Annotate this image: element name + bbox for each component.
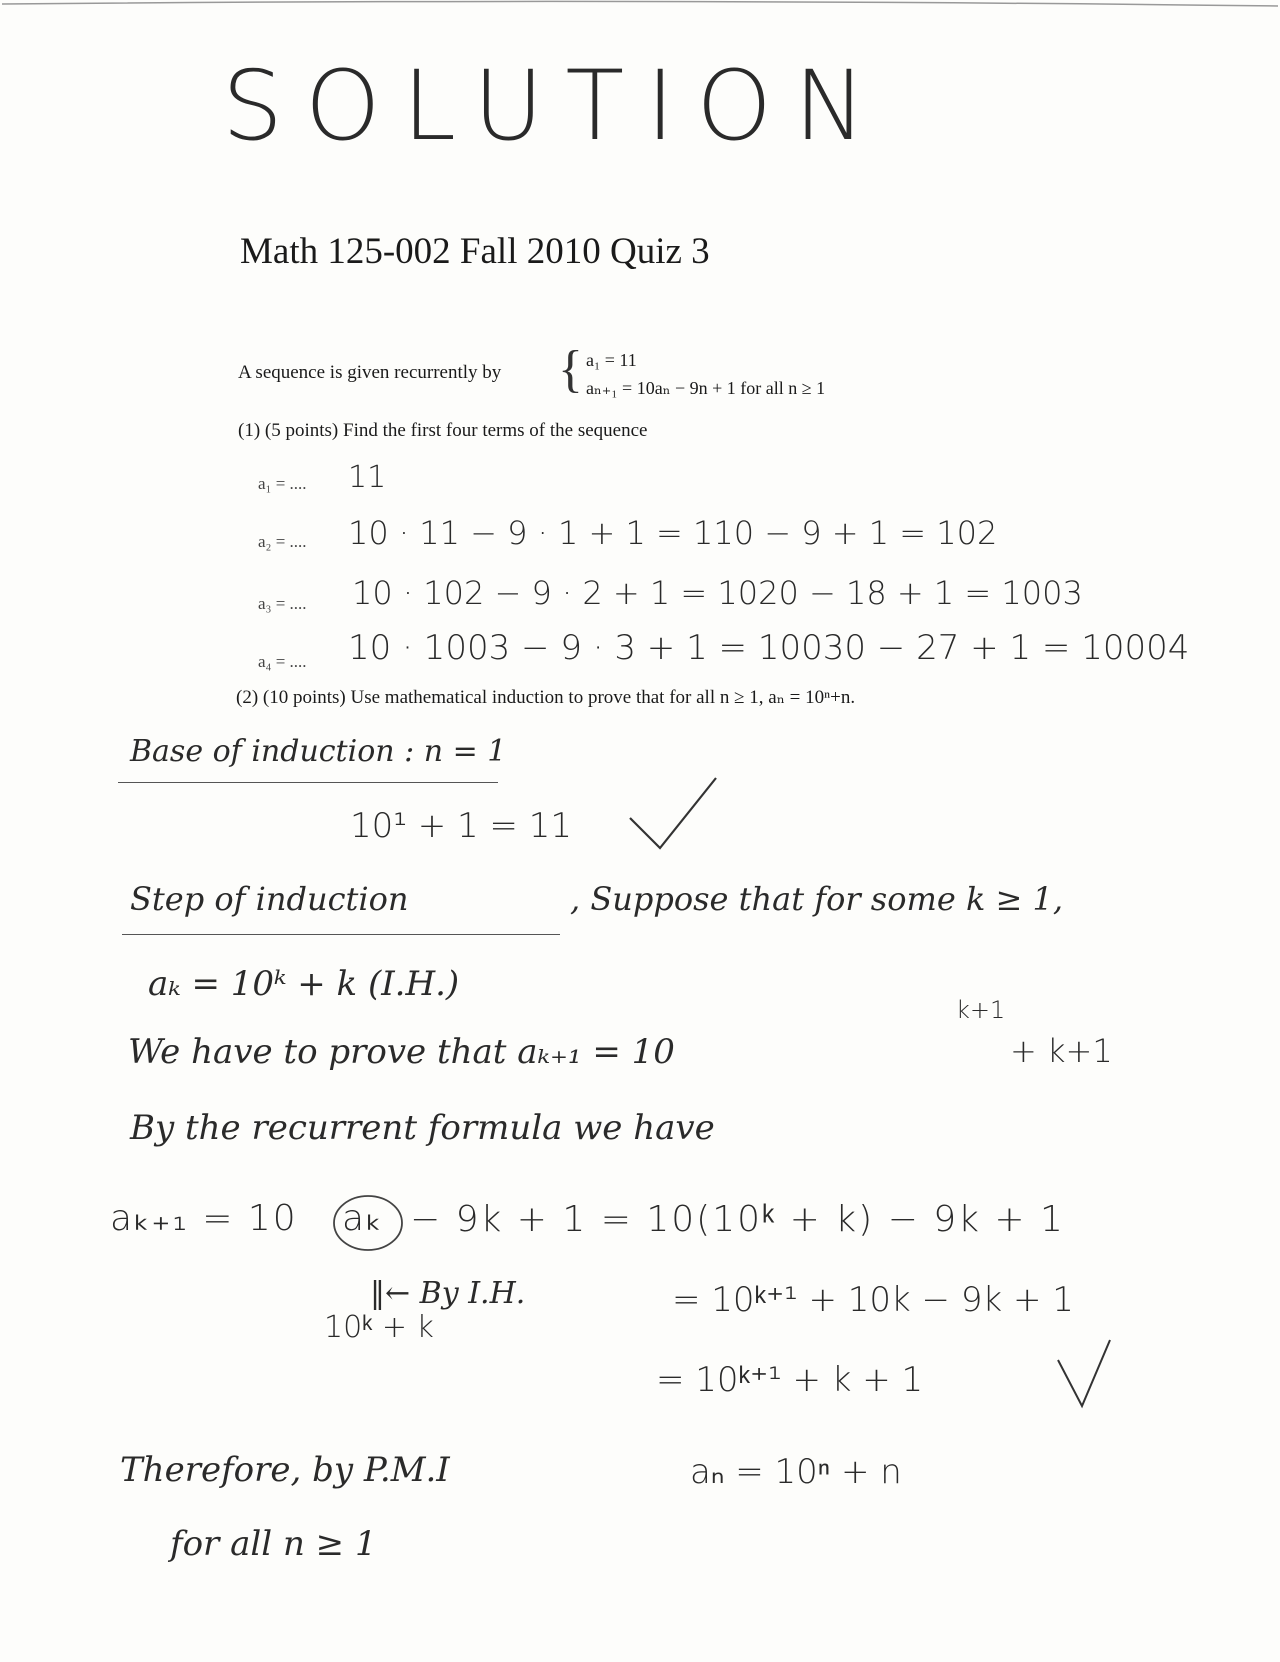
page-edge-line <box>2 1 1278 6</box>
brace: { <box>558 341 583 398</box>
equation-line-3: = 10ᵏ⁺¹ + k + 1 <box>656 1360 924 1400</box>
quiz-title: Math 125-002 Fall 2010 Quiz 3 <box>240 231 710 272</box>
step-suppose: , Suppose that for some k ≥ 1, <box>570 880 1064 918</box>
term-work-a1: 11 <box>348 460 387 495</box>
prove-exponent: k+1 <box>956 996 1006 1024</box>
base-heading: Base of induction : n = 1 <box>130 734 507 769</box>
term-work-a4: 10 · 1003 − 9 · 3 + 1 = 10030 − 27 + 1 = 10004 <box>348 628 1190 668</box>
conclusion-equation: aₙ = 10ⁿ + n <box>690 1452 902 1492</box>
induction-hypothesis: aₖ = 10ᵏ + k (I.H.) <box>148 964 460 1004</box>
recurrence-rule-1: a₁ = 11 <box>586 350 637 370</box>
base-checkmark-icon <box>630 778 716 848</box>
part1-prompt: (1) (5 points) Find the first four terms of the sequence <box>238 420 648 441</box>
circle-mark <box>334 1196 402 1250</box>
base-equation: 10¹ + 1 = 11 <box>350 806 572 846</box>
term-label-a3: a₃ = .... <box>258 594 307 613</box>
prove-tail: + k+1 <box>1010 1032 1113 1070</box>
recurrent-formula-text: By the recurrent formula we have <box>130 1108 715 1148</box>
term-work-a3: 10 · 102 − 9 · 2 + 1 = 1020 − 18 + 1 = 1003 <box>352 574 1083 612</box>
equation-line-2: = 10ᵏ⁺¹ + 10k − 9k + 1 <box>672 1280 1074 1320</box>
substitution-note: 10ᵏ + k <box>324 1310 434 1345</box>
term-label-a1: a₁ = .... <box>258 474 307 493</box>
conclusion-text: Therefore, by P.M.I <box>120 1450 450 1490</box>
term-label-a2: a₂ = .... <box>258 532 307 551</box>
solution-stamp: SOLUTION <box>222 50 888 162</box>
circled-ak: aₖ <box>342 1198 384 1239</box>
equation-line-1-left: aₖ₊₁ = 10 <box>110 1198 298 1239</box>
final-checkmark-icon <box>1058 1340 1110 1406</box>
problem-intro: A sequence is given recurrently by <box>238 362 502 383</box>
step-heading: Step of induction <box>130 880 409 918</box>
recurrence-rule-2: aₙ₊₁ = 10aₙ − 9n + 1 for all n ≥ 1 <box>586 378 826 398</box>
conclusion-range: for all n ≥ 1 <box>170 1524 377 1564</box>
equation-line-1-right: − 9k + 1 = 10(10ᵏ + k) − 9k + 1 <box>410 1199 1065 1240</box>
term-label-a4: a₄ = .... <box>258 652 307 671</box>
by-ih-note: ‖← By I.H. <box>370 1276 526 1311</box>
term-work-a2: 10 · 11 − 9 · 1 + 1 = 110 − 9 + 1 = 102 <box>348 514 998 552</box>
part2-prompt: (2) (10 points) Use mathematical induction to prove that for all n ≥ 1, aₙ = 10ⁿ+n. <box>236 687 856 708</box>
prove-statement: We have to prove that aₖ₊₁ = 10 <box>128 1032 675 1072</box>
